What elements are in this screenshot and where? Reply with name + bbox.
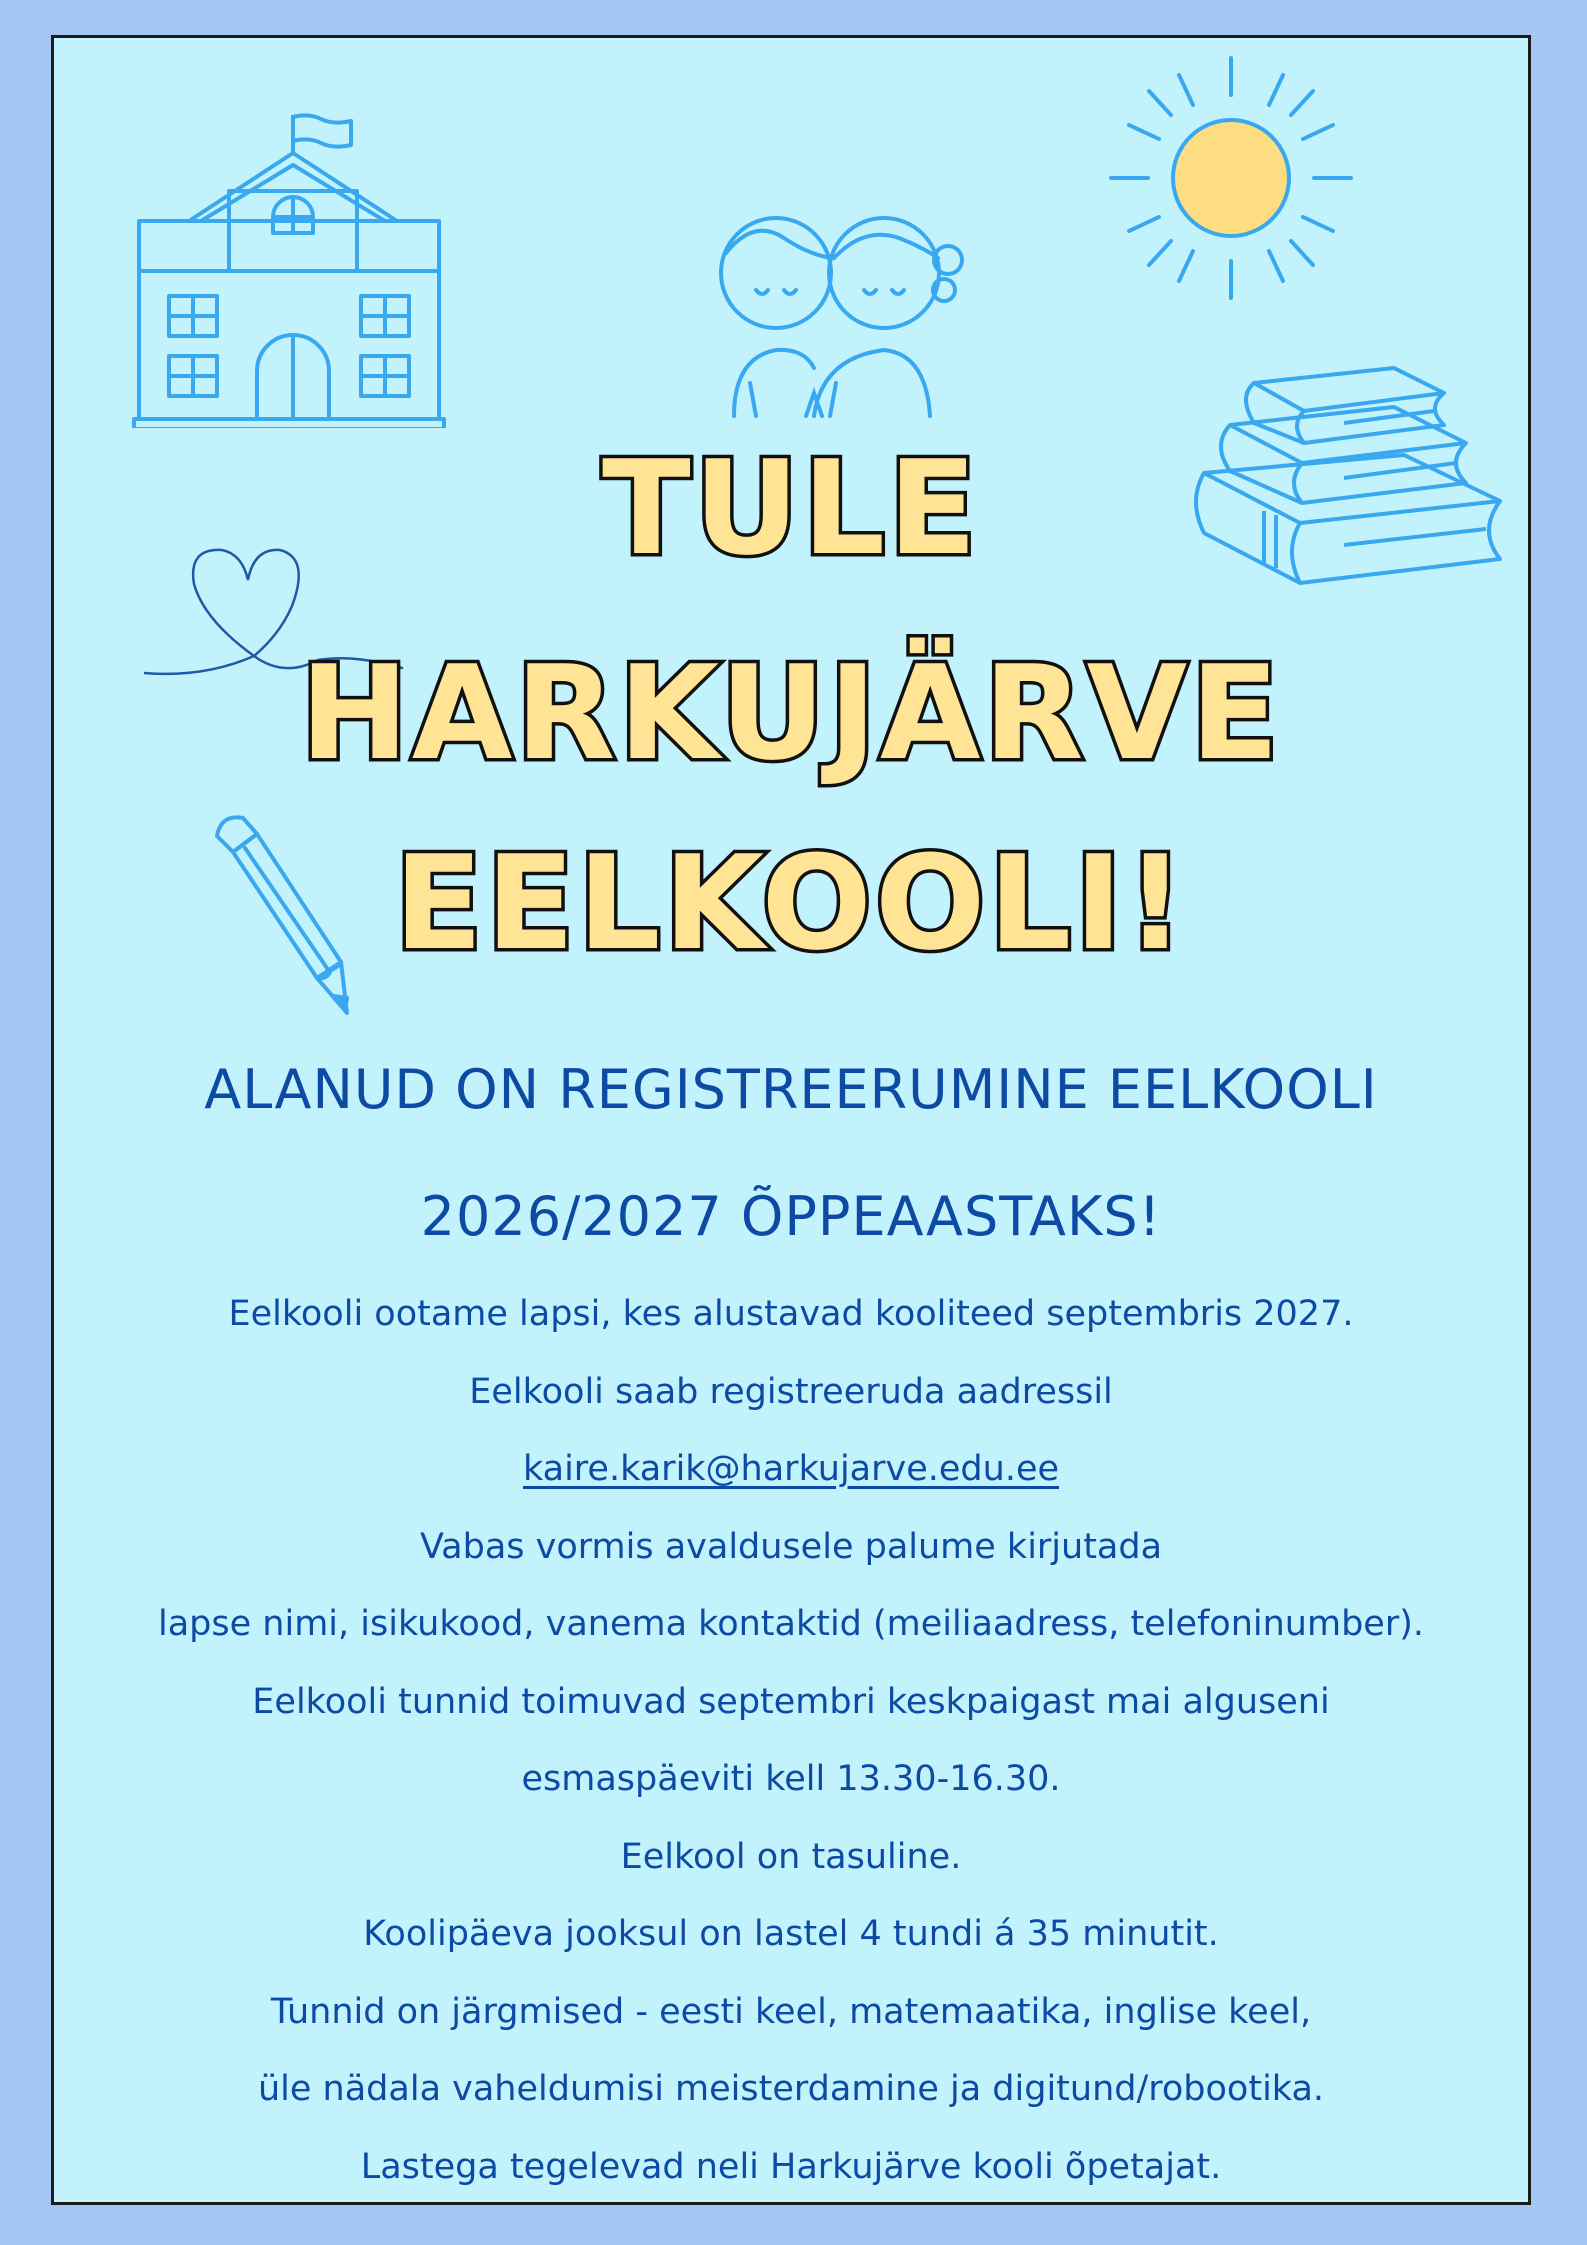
body-line-6: Eelkooli tunnid toimuvad septembri keskpaigast mai alguseni (252, 1681, 1330, 1722)
body-text (54, 1276, 1528, 2206)
poster (51, 35, 1531, 2205)
body-line-1: Eelkooli ootame lapsi, kes alustavad kooliteed septembris 2027. (228, 1294, 1354, 1334)
body-line-8: Eelkool on tasuline. (620, 1836, 962, 1877)
school-icon (129, 113, 449, 428)
body-line-12: Lastega tegelevad neli Harkujärve kooli õpetajat. (360, 2146, 1222, 2187)
body-line-11: üle nädala vaheldumisi meisterdamine ja digitund/robootika. (257, 2069, 1325, 2109)
title-line-3: EELKOOLI! (394, 827, 1188, 979)
subheading-line-2: 2026/2027 ÕPPEAASTAKS! (420, 1185, 1162, 1248)
sun-icon (1109, 53, 1354, 303)
body-line-7: esmaspäeviti kell 13.30-16.30. (521, 1759, 1061, 1799)
title-line-1: TULE (602, 432, 980, 584)
body-line-10: Tunnid on järgmised - eesti keel, matemaatika, inglise keel, (270, 1991, 1312, 2032)
subheading-line-1: ALANUD ON REGISTREERUMINE EELKOOLI (204, 1058, 1378, 1121)
title-line-2: HARKUJÄRVE (299, 637, 1283, 789)
body-line-2: Eelkooli saab registreeruda aadressil (469, 1371, 1113, 1412)
email-link[interactable]: kaire.karik@harkujarve.edu.ee (522, 1449, 1060, 1489)
body-line-4: Vabas vormis avaldusele palume kirjutada (419, 1526, 1163, 1567)
body-line-5: lapse nimi, isikukood, vanema kontaktid (meiliaadress, telefoninumber). (158, 1604, 1424, 1644)
body-line-9: Koolipäeva jooksul on lastel 4 tundi á 35 minutit. (363, 1914, 1219, 1954)
children-icon (694, 198, 964, 418)
